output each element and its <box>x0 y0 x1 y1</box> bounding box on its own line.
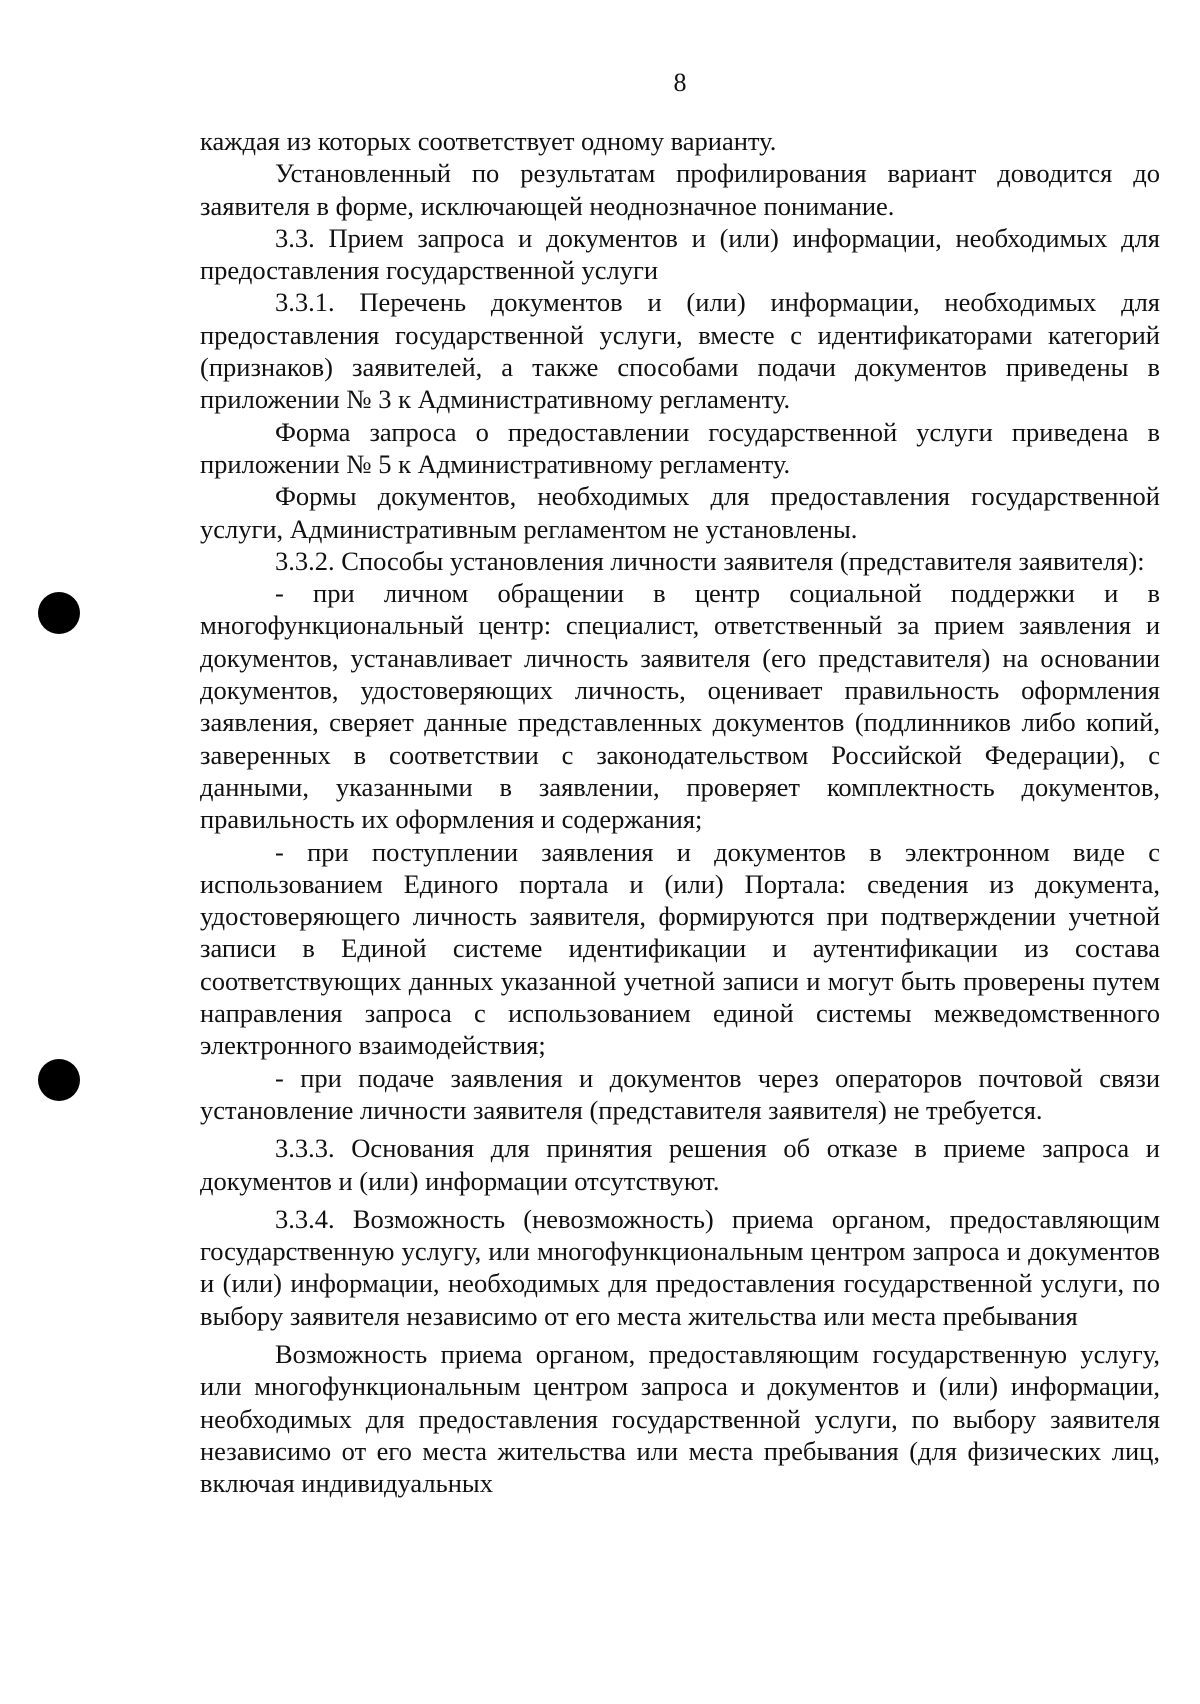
document-body <box>200 125 1160 1499</box>
section-heading-3-3: 3.3. Прием запроса и документов и (или) информации, необходимых для предоставления государственной услуги <box>200 222 1160 286</box>
list-item-personal-visit: - при личном обращении в центр социальной поддержки и в многофункциональный центр: специалист, ответственный за прием заявления и документов, устанавливает личность заявителя (его представителя) на основании документов, удостоверяющих личность, оценивает правильность оформления заявления, сверяет данные представленных документов (подлинников либо копий, заверенных в соответствии с законодательством Российской Федерации), с данными, указанными в заявлении, проверяет комплектность документов, правильность их оформления и содержания; <box>200 578 1160 835</box>
paragraph-continuation: каждая из которых соответствует одному варианту. <box>200 126 777 156</box>
page-number: 8 <box>673 68 687 97</box>
paragraph-document-forms: Формы документов, необходимых для предоставления государственной услуги, Административным регламентом не установлены. <box>200 481 1160 544</box>
paragraph-profiling-result: Установленный по результатам профилирования вариант доводится до заявителя в форме, исключающей неоднозначное понимание. <box>200 158 1160 221</box>
paragraph-3-3-1: 3.3.1. Перечень документов и (или) информации, необходимых для предоставления государственной услуги, вместе с идентификаторами категорий (признаков) заявителей, а также способами подачи документов приведены в приложении № 3 к Административному регламенту. <box>200 287 1160 415</box>
paragraph-3-3-4: 3.3.4. Возможность (невозможность) приема органом, предоставляющим государственную услугу, или многофункциональным центром запроса и документов и (или) информации, необходимых для предоставления государственной услуги, по выбору заявителя независимо от его места жительства или места пребывания <box>200 1203 1160 1331</box>
paragraph-3-3-3: 3.3.3. Основания для принятия решения об отказе в приеме запроса и документов и (или) информации отсутствуют. <box>200 1133 1160 1196</box>
list-item-electronic: - при поступлении заявления и документов в электронном виде с использованием Единого портала и (или) Портала: сведения из документа, удостоверяющего личность заявителя, формируются при подтверждении учетной записи в Единой системе идентификации и аутентификации из состава соответствующих данных указанной учетной записи и могут быть проверены путем направления запроса с использованием единой системы межведомственного электронного взаимодействия; <box>200 836 1160 1061</box>
punch-hole-mark <box>38 592 80 634</box>
paragraph-extraterritorial: Возможность приема органом, предоставляющим государственную услугу, или многофункциональным центром запроса и документов и (или) информации, необходимых для предоставления государственной услуги, по выбору заявителя независимо от его места жительства или места пребывания (для физических лиц, включая индивидуальных <box>200 1338 1160 1499</box>
punch-hole-mark <box>38 1059 80 1101</box>
list-item-postal: - при подаче заявления и документов через операторов почтовой связи установление личности заявителя (представителя заявителя) не требуется. <box>200 1062 1160 1125</box>
paragraph-request-form: Форма запроса о предоставлении государственной услуги приведена в приложении № 5 к Административному регламенту. <box>200 416 1160 479</box>
paragraph-3-3-2: 3.3.2. Способы установления личности заявителя (представителя заявителя): <box>275 545 1145 576</box>
